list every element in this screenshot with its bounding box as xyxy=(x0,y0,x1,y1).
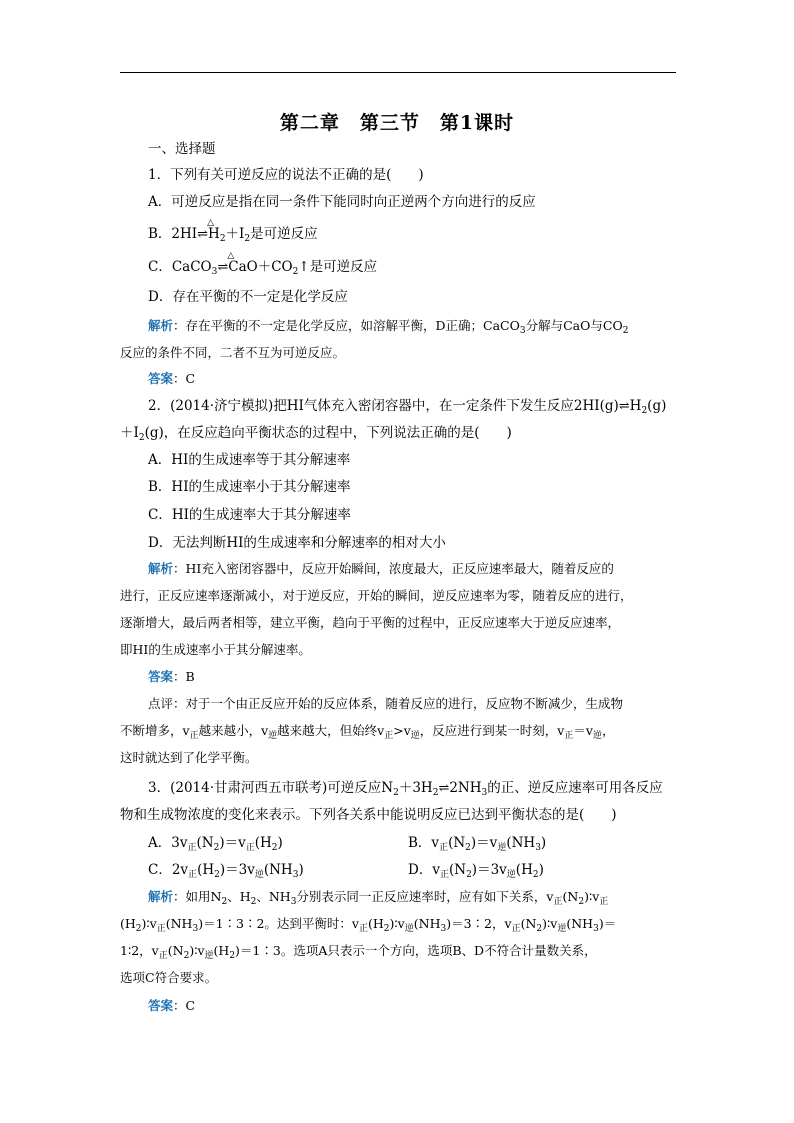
q3-option-a: A．$3v_正(N_2)=v_正(H_2)$ xyxy=(148,835,283,853)
q2-option-d: D．无法判断HI的生成速率和分解速率的相对大小 xyxy=(148,535,446,551)
q1-stem: 1．下列有关可逆反应的说法不正确的是( ) xyxy=(148,167,424,183)
q2-analysis-line1: 解析：HI充入密闭容器中，反应开始瞬间，浓度最大，正反应速率最大，随着反应的 xyxy=(148,561,614,576)
reversible-heat-arrow-2: △ ⇌ xyxy=(217,251,235,275)
page-title: 第二章 第三节 第1课时 xyxy=(279,112,515,134)
q1-option-b: B．2HI △ $\rightleftharpoons H_2+I_2$是可逆反应 xyxy=(148,218,318,244)
q2-comment-line1: 点评：对于一个由正反应开始的反应体系，随着反应的进行，反应物不断减少，生成物 xyxy=(148,696,624,711)
q3-stem-line2: 物和生成物浓度的变化来表示。下列各关系中能说明反应已达到平衡状态的是( ) xyxy=(120,807,617,823)
q1-option-d: D．存在平衡的不一定是化学反应 xyxy=(148,289,348,305)
q2-option-b: B．HI的生成速率小于其分解速率 xyxy=(148,479,351,495)
q1-option-c: C．CaCO$_3$ △ $\rightleftharpoons CaO+CO_2↑$是可逆反应 xyxy=(148,251,378,277)
q3-option-c: C．$2v_正(H_2)=3v_逆(NH_3)$ xyxy=(148,862,304,880)
q2-option-a: A．HI的生成速率等于其分解速率 xyxy=(148,452,351,468)
q2-stem-line1: 2．(2014·济宁模拟)把HI气体充入密闭容器中，在一定条件下发生反应$2HI(g)\rightleftharpoons H_2(g)$ xyxy=(148,398,667,416)
section-heading: 一、选择题 xyxy=(148,141,216,157)
q2-analysis-line4: 即HI的生成速率小于其分解速率。 xyxy=(120,642,311,657)
header-rule xyxy=(120,72,676,73)
q2-answer: 答案：B xyxy=(148,669,195,684)
q2-stem-line2: $+I_2(g)$，在反应趋向平衡状态的过程中，下列说法正确的是( ) xyxy=(120,425,512,443)
q1-analysis-line1: 解析：存在平衡的不一定是化学反应，如溶解平衡，D正确；CaCO$_3$分解与CaO与$CO_2$ xyxy=(148,318,629,336)
q2-option-c: C．HI的生成速率大于其分解速率 xyxy=(148,507,351,523)
q2-comment-line2: 不断增多，$v_正$越来越小，$v_逆$越来越大，但始终$v_正>v_逆$，反应进行到某一时刻，$v_正=v_逆$， xyxy=(120,723,615,741)
q3-answer: 答案：C xyxy=(148,998,196,1013)
reversible-heat-arrow: △ ⇌ xyxy=(197,218,215,242)
q3-analysis-line4: 选项C符合要求。 xyxy=(120,970,218,985)
q2-comment-line3: 这时就达到了化学平衡。 xyxy=(120,750,258,765)
q3-analysis-line3: 1∶2，$v_正(N_2)∶v_逆(H_2)=1∶3$。选项A只表示一个方向，选项B、D不符合计量数关系， xyxy=(120,943,597,961)
q3-option-b: B．$v_正(N_2)=v_逆(NH_3)$ xyxy=(408,835,547,853)
q3-option-d: D．$v_正(N_2)=3v_逆(H_2)$ xyxy=(408,862,544,880)
q1-answer: 答案：C xyxy=(148,371,196,386)
q2-analysis-line3: 逐渐增大，最后两者相等，建立平衡，趋向于平衡的过程中，正反应速率大于逆反应速率， xyxy=(120,615,621,630)
q3-analysis-line2: $(H_2)∶v_正(NH_3)=1∶3∶2$。达到平衡时：$v_正(H_2)∶v_逆(NH_3)=3∶2$，$v_正(N_2)∶v_逆(NH_3)=$ xyxy=(120,916,617,934)
q1-analysis-line2: 反应的条件不同，二者不互为可逆反应。 xyxy=(120,345,346,360)
q1-option-a: A．可逆反应是指在同一条件下能同时向正逆两个方向进行的反应 xyxy=(148,194,536,210)
q3-stem-line1: 3．(2014·甘肃河西五市联考)可逆反应$N_2+3H_2\rightleftharpoons 2NH_3$的正、逆反应速率可用各反应 xyxy=(148,780,663,798)
q2-analysis-line2: 进行，正反应速率逐渐减小，对于逆反应，开始的瞬间，逆反应速率为零，随着反应的进行， xyxy=(120,588,633,603)
q3-analysis-line1: 解析：如用$N_2$、$H_2$、$NH_3$分别表示同一正反应速率时，应有如下关系，$v_正(N_2)∶v_正$ xyxy=(148,889,609,907)
